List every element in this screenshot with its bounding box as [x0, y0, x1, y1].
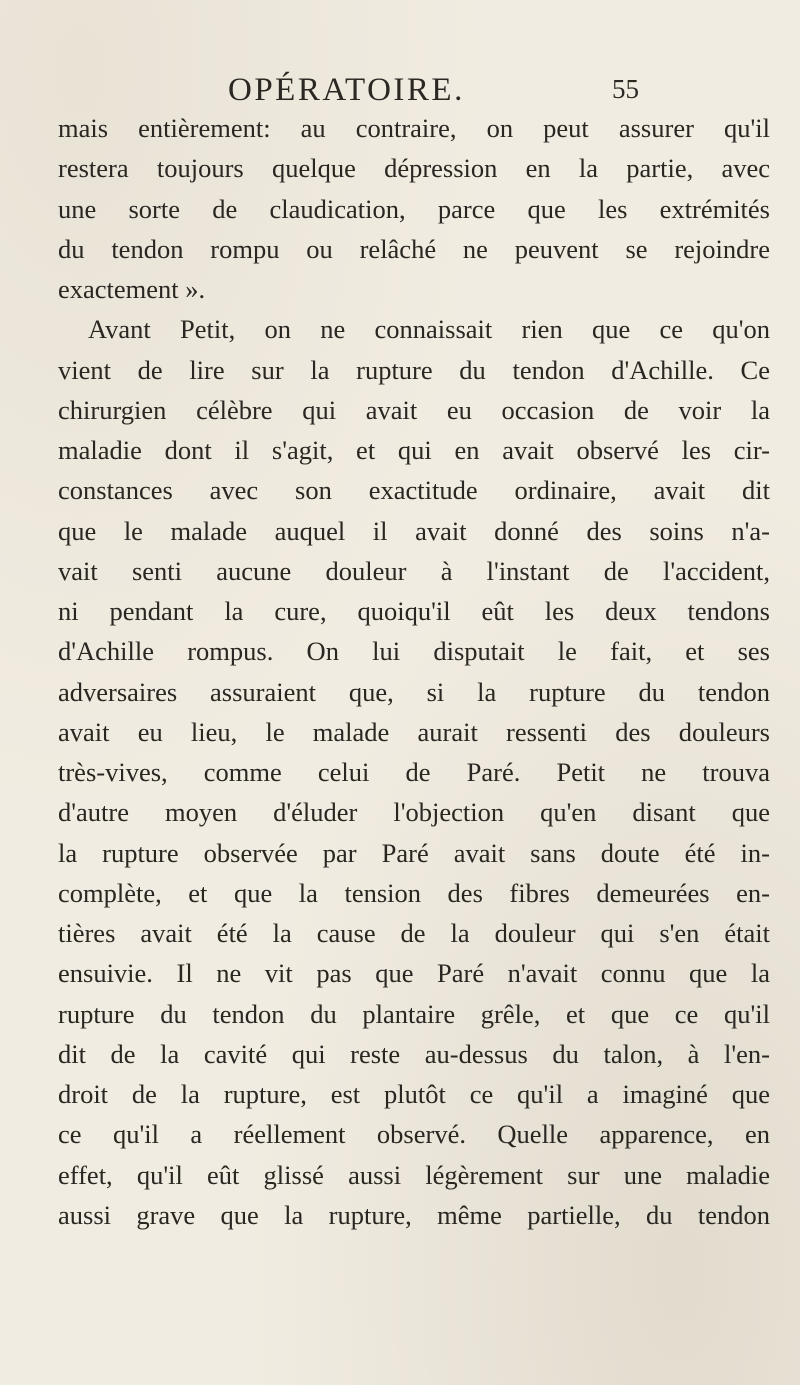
body-text [58, 108, 770, 1235]
text-line: restera toujours quelque dépression en la partie, avec [58, 153, 770, 184]
text-line: la rupture observée par Paré avait sans doute été in- [58, 837, 770, 868]
text-line: avait eu lieu, le malade aurait ressenti des douleurs [58, 716, 770, 747]
text-line: rupture du tendon du plantaire grêle, et que ce qu'il [58, 998, 770, 1029]
text-line: effet, qu'il eût glissé aussi légèrement sur une maladie [58, 1159, 770, 1190]
text-line: très-vives, comme celui de Paré. Petit ne trouva [58, 757, 770, 787]
page-header [0, 72, 800, 112]
text-line: dit de la cavité qui reste au-dessus du talon, à l'en- [58, 1038, 770, 1069]
text-line: droit de la rupture, est plutôt ce qu'il a imaginé que [58, 1079, 770, 1109]
text-line: ni pendant la cure, quoiqu'il eût les deux tendons [58, 596, 770, 626]
text-line: ce qu'il a réellement observé. Quelle apparence, en [58, 1119, 770, 1150]
text-line: une sorte de claudication, parce que les extrémités [58, 193, 770, 224]
text-line: constances avec son exactitude ordinaire, avait dit [58, 475, 770, 506]
text-line: mais entièrement: au contraire, on peut assurer qu'il [58, 113, 770, 143]
text-line: vait senti aucune douleur à l'instant de l'accident, [58, 555, 770, 586]
text-line: maladie dont il s'agit, et qui en avait observé les cir- [58, 435, 770, 465]
text-line: du tendon rompu ou relâché ne peuvent se rejoindre [58, 233, 770, 264]
text-line: aussi grave que la rupture, même partielle, du tendon [58, 1199, 770, 1230]
text-line: que le malade auquel il avait donné des soins n'a- [58, 515, 770, 546]
text-line: tières avait été la cause de la douleur qui s'en était [58, 918, 770, 948]
page-number: 55 [612, 74, 639, 104]
text-line: exactement ». [58, 274, 206, 304]
running-title: OPÉRATOIRE. [228, 72, 465, 108]
text-line: chirurgien célèbre qui avait eu occasion de voir la [58, 394, 770, 425]
text-line: d'Achille rompus. On lui disputait le fait, et ses [58, 636, 770, 667]
text-line: vient de lire sur la rupture du tendon d'Achille. Ce [58, 354, 770, 385]
text-line: d'autre moyen d'éluder l'objection qu'en disant que [58, 797, 770, 828]
text-line: Avant Petit, on ne connaissait rien que ce qu'on [88, 314, 770, 345]
text-line: ensuivie. Il ne vit pas que Paré n'avait connu que la [58, 958, 770, 989]
text-line: adversaires assuraient que, si la rupture du tendon [58, 676, 770, 707]
text-line: complète, et que la tension des fibres demeurées en- [58, 877, 770, 908]
